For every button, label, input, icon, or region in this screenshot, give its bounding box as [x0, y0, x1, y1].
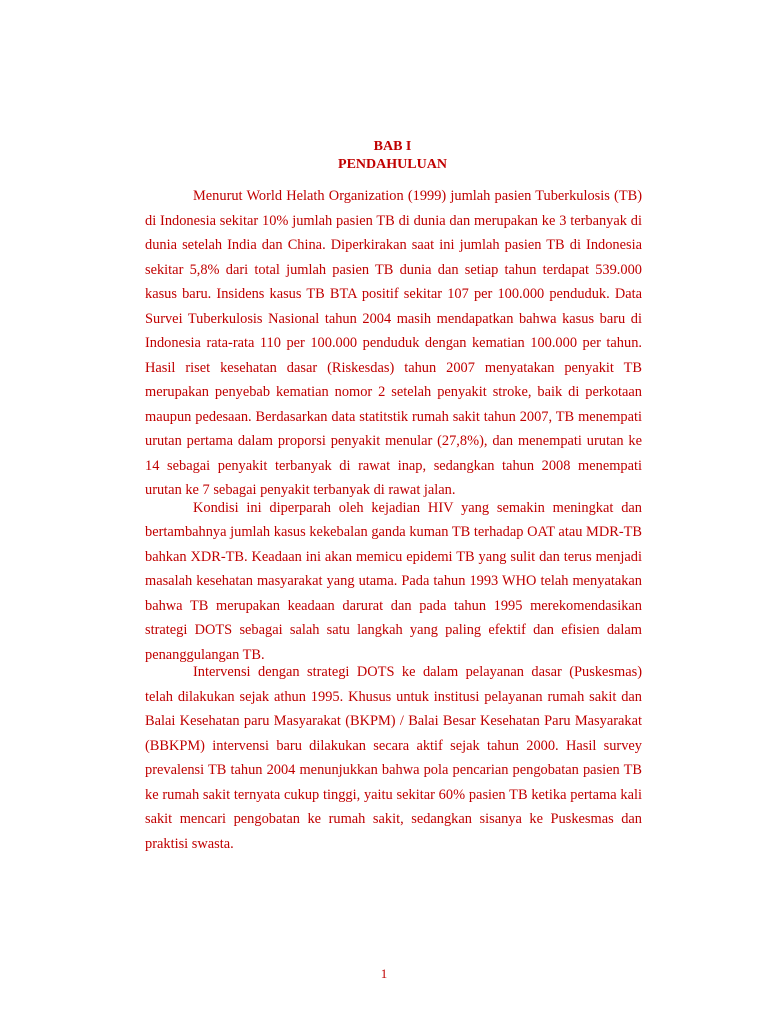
- chapter-label: BAB I: [373, 139, 412, 154]
- paragraph-1: Menurut World Helath Organization (1999) jumlah pasien Tuberkulosis (TB) di Indonesia sekitar 10% jumlah pasien TB di dunia dan merupakan ke 3 terbanyak di dunia setelah India dan China. Diperkirakan saat ini jumlah pasien TB di Indonesia sekitar 5,8% dari total jumlah pasien TB dunia dan setiap tahun terdapat 539.000 kasus baru. Insidens kasus TB BTA positif sekitar 107 per 100.000 penduduk. Data Survei Tuberkulosis Nasional tahun 2004 masih mendapatkan bahwa kasus baru di Indonesia rata-rata 110 per 100.000 penduduk dengan kematian 100.000 per tahun. Hasil riset kesehatan dasar (Riskesdas) tahun 2007 menyatakan penyakit TB merupakan penyebab kematian nomor 2 setelah penyakit stroke, baik di perkotaan maupun pedesaan. Berdasarkan data statitstik rumah sakit tahun 2007, TB menempati urutan pertama dalam proporsi penyakit menular (27,8%), dan menempati urutan ke 14 sebagai penyakit terbanyak di rawat inap, sedangkan tahun 2008 menempati urutan ke 7 sebagai penyakit terbanyak di rawat jalan.: [145, 188, 642, 498]
- body-text: [145, 184, 642, 856]
- paragraph-3: Intervensi dengan strategi DOTS ke dalam pelayanan dasar (Puskesmas) telah dilakukan sejak athun 1995. Khusus untuk institusi pelayanan rumah sakit dan Balai Kesehatan paru Masyarakat (BKPM) / Balai Besar Kesehatan Paru Masyarakat (BBKPM) intervensi baru dilakukan secara aktif sejak tahun 2000. Hasil survey prevalensi TB tahun 2004 menunjukkan bahwa pola pencarian pengobatan pasien TB ke rumah sakit ternyata cukup tinggi, yaitu sekitar 60% pasien TB ketika pertama kali sakit mencari pengobatan ke rumah sakit, sedangkan sisanya ke Puskesmas dan praktisi swasta.: [145, 664, 642, 852]
- paragraph-2: Kondisi ini diperparah oleh kejadian HIV yang semakin meningkat dan bertambahnya jumlah kasus kekebalan ganda kuman TB terhadap OAT atau MDR-TB bahkan XDR-TB. Keadaan ini akan memicu epidemi TB yang sulit dan terus menjadi masalah kesehatan masyarakat yang utama. Pada tahun 1993 WHO telah menyatakan bahwa TB merupakan keadaan darurat dan pada tahun 1995 merekomendasikan strategi DOTS sebagai salah satu langkah yang paling efektif dan efisien dalam penanggulangan TB.: [145, 499, 642, 663]
- page-number: 1: [380, 966, 388, 981]
- chapter-title: PENDAHULUAN: [338, 157, 447, 172]
